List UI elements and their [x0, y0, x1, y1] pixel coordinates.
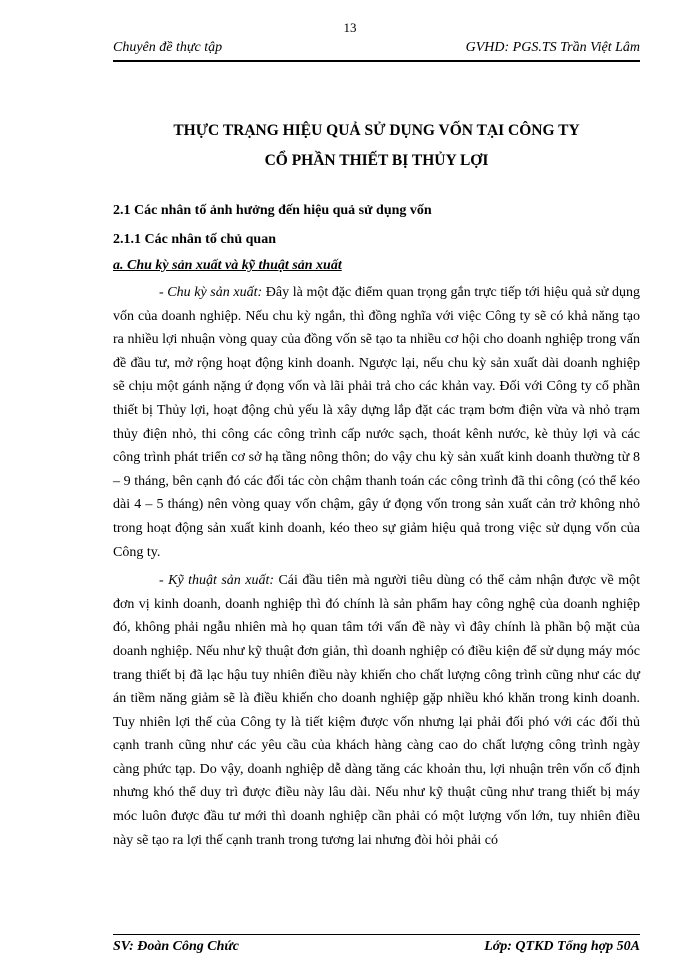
header-supervisor: GVHD: PGS.TS Trần Việt Lâm: [465, 40, 640, 55]
paragraph-body: Cái đầu tiên mà người tiêu dùng có thể cảm nhận được về một đơn vị kinh doanh, doanh nghiệp thì đó chính là sản phẩm hay công nghệ của doanh nghiệp đó, không phải ngẫu nhiên mà họ quan tâm tới vấn đề này vì đây chính là phần bộ mặt của doanh nghiệp. Nếu như kỹ thuật đơn giản, thì doanh nghiệp có điều kiện để sử dụng máy móc trang thiết bị đã lạc hậu tuy nhiên điều này khiến cho chất lượng công trình cũng như các dự án tiềm năng giảm sẽ là điều khiến cho doanh nghiệp gặp nhiều khó khăn trong kinh doanh. Tuy nhiên lợi thế của Công ty là tiết kiệm được vốn nhưng lại phải đối phó với các đối thủ cạnh tranh cũng như các yêu cầu của khách hàng càng cao do chất lượng công trình ngày càng phức tạp. Do vậy, doanh nghiệp dễ dàng tăng các khoản thu, lợi nhuận trên vốn cố định nhưng khó thể duy trì được điều này lâu dài. Nếu như kỹ thuật cũng như trang thiết bị máy móc luôn được đầu tư mới thì doanh nghiệp cần phải có một lượng vốn lớn, tuy nhiên điều này sẽ tạo ra lợi thế cạnh tranh trong tương lai nhưng đòi hỏi phải có: [113, 573, 640, 848]
chapter-title-line-2: CỔ PHẦN THIẾT BỊ THỦY LỢI: [264, 152, 489, 169]
paragraph-lead: - Chu kỳ sản xuất:: [159, 285, 263, 300]
header-report-type: Chuyên đề thực tập: [113, 40, 223, 55]
body-text: [113, 281, 640, 852]
chapter-title-line-1: THỰC TRẠNG HIỆU QUẢ SỬ DỤNG VỐN TẠI CÔNG TY: [173, 122, 580, 139]
page-number: 13: [343, 20, 357, 35]
page-footer: [113, 934, 640, 957]
footer-class: Lớp: QTKD Tổng hợp 50A: [484, 939, 640, 954]
paragraph-lead: - Kỹ thuật sản xuất:: [159, 573, 275, 589]
paragraph-body: Đây là một đặc điểm quan trọng gắn trực tiếp tới hiệu quả sử dụng vốn của doanh nghiệp. Nếu chu kỳ ngắn, thì đồng nghĩa với việc Công ty sẽ có khả năng tạo ra nhiều lợi nhuận vòng quay của đồng vốn sẽ tạo ta nhiều cơ hội cho doanh nghiệp trong vấn đề đầu tư, mở rộng hoạt động kinh doanh. Ngược lại, nếu chu kỳ sản xuất dài doanh nghiệp sẽ chịu một gánh nặng ứ đọng vốn và lãi phải trả cho các khản vay. Đối với Công ty cổ phần thiết bị Thủy lợi, hoạt động chủ yếu là xây dựng lắp đặt các trạm bơm điện vừa và nhỏ trạm thủy điện nhỏ, thi công các công trình cấp nước sạch, thoát kênh nước, kè thủy lợi và các công trình phát triển cơ sở hạ tầng nông thôn; do vậy chu kỳ sản xuất kinh doanh thường từ 8 – 9 tháng, bên cạnh đó các đối tác còn chậm thanh toán các công trình đã thi công (có thể kéo dài 4 – 5 tháng) nên vòng quay vốn chậm, gây ứ đọng vốn trong sản xuất cản trở không nhỏ trong hoạt động sản xuất kinh doanh, kéo theo sự giảm hiệu quả trong việc sử dụng vốn của Công ty.: [113, 285, 640, 560]
paragraph-production-cycle: [113, 281, 640, 564]
section-heading-2-1-1: 2.1.1 Các nhân tố chủ quan: [113, 232, 276, 247]
section-heading-2-1: 2.1 Các nhân tố ảnh hưởng đến hiệu quả sử dụng vốn: [113, 203, 432, 218]
paragraph-production-technique: [113, 569, 640, 852]
subheading-a: a. Chu kỳ sản xuất và kỹ thuật sản xuất: [113, 258, 342, 273]
footer-student: SV: Đoàn Công Chức: [113, 939, 239, 954]
page-header: [113, 40, 640, 62]
chapter-title: [113, 116, 640, 176]
